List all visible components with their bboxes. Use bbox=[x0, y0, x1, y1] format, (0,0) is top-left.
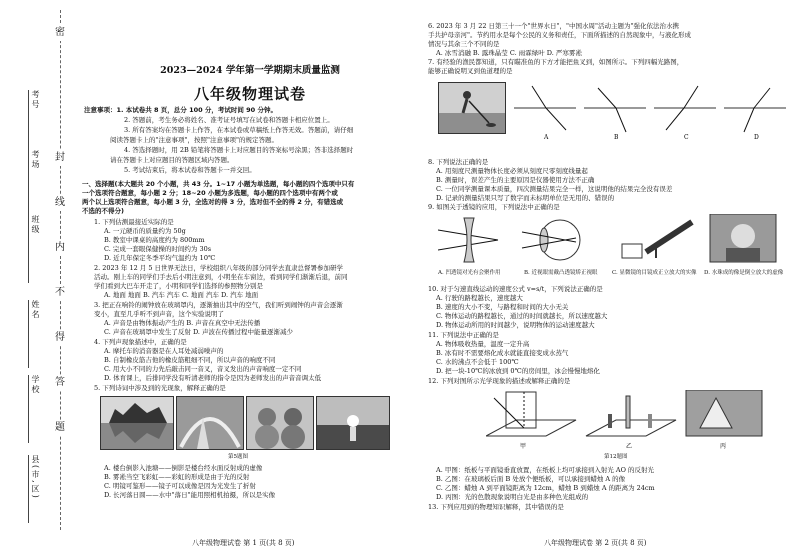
figure-caption: 第5题图 bbox=[228, 454, 248, 460]
note-line: 阅读答题卡上的"注意事项"，按照"注意事项"的规定答题。 bbox=[110, 136, 278, 144]
section-line: 不选的不得分) bbox=[82, 207, 124, 215]
option-line: A. 用刻度尺测量物体长度必须从刻度尺零刻度线量起 bbox=[436, 167, 588, 175]
option-line: C. 完成一套眼保健操的时间约为 30s bbox=[104, 245, 212, 253]
page-2 bbox=[426, 0, 788, 554]
field-line bbox=[28, 90, 29, 158]
seal-char: 密 bbox=[52, 25, 68, 41]
option-line: D. 近几年保定冬季平均气温约为 10℃ bbox=[104, 254, 216, 262]
seal-char: 不 bbox=[52, 285, 68, 301]
figure-caption: C. 显微镜的目镜成正立放大的实像 bbox=[612, 270, 697, 276]
rainbow-fountain-photo bbox=[176, 396, 244, 450]
option-line: A. 冰雪消融 B. 露珠晶莹 C. 雨霖绿叶 D. 严寒雾凇 bbox=[436, 49, 582, 57]
seal-char: 答 bbox=[52, 375, 68, 391]
option-line: D. 体育课上，后排同学没有听清老师的指令是因为老师发出的声音音调太低 bbox=[104, 374, 322, 382]
field-line bbox=[28, 150, 29, 218]
field-name[interactable] bbox=[4, 300, 54, 370]
option-line: B. 速度的大小不变，与路程和时间的大小无关 bbox=[436, 303, 569, 311]
field-label: 县(市,区) bbox=[31, 455, 40, 500]
question-line: 活动。刚上车的同学们手去后小明注意到，小明坐在车窗边，看到同学们渐渐后退，前同 bbox=[94, 273, 348, 281]
note-line: 3. 所有答案均在答题卡上作答，在本试卷或草稿纸上作答无效。答题前，请仔细 bbox=[124, 126, 354, 134]
binding-margin bbox=[0, 0, 78, 554]
light-path-a bbox=[514, 86, 576, 140]
seal-line bbox=[60, 10, 61, 530]
diagram-label: B bbox=[614, 134, 619, 140]
option-line: B. 乙图：在玻璃板后面 B 处放个便纸板，可以承接到蜡烛 A 的像 bbox=[436, 475, 626, 483]
sunset-river-photo bbox=[316, 396, 390, 450]
option-line: C. 声音在玻璃罩中发生了反射 D. 声波在传播过程中能量逐渐减少 bbox=[104, 328, 294, 336]
page-footer: 八年级物理试卷 第 1 页(共 8 页) bbox=[192, 539, 295, 547]
question-line: 能够正确说明叉到鱼道理的是 bbox=[428, 67, 513, 75]
question-line: 9. 如图关于透镜的应用，下列说法中正确的是 bbox=[428, 203, 560, 211]
field-label: 姓名 bbox=[31, 300, 40, 320]
option-line: A. 物体吸收热量，温度一定升高 bbox=[436, 340, 530, 348]
option-line: D. 记录的测量结果只写了数字而未标明单位是无用的、错误的 bbox=[436, 194, 615, 202]
figure-caption: D. 水珠成的像是倒立放大的虚像 bbox=[704, 270, 784, 276]
option-line: A. 一元硬币的质量约为 50g bbox=[104, 227, 186, 235]
seal-char: 题 bbox=[52, 420, 68, 436]
field-line bbox=[28, 375, 29, 443]
option-line: C. 乙图：蜡烛 A 到平面镜距离为 12cm，蜡烛 B 到蜡烛 A 的距离为 24cm bbox=[436, 484, 655, 492]
option-line: B. 冰有时不需要熔化成水就能直接变成水蒸气 bbox=[436, 349, 569, 357]
field-line bbox=[28, 300, 29, 368]
option-line: A. 地面 地面 B. 汽车 汽车 C. 地面 汽车 D. 汽车 地面 bbox=[104, 291, 259, 299]
question-line: 4. 下列声现象描述中，正确的是 bbox=[94, 338, 187, 346]
question-line: 学们看到大巴车开走了，小明和同学们选择的参照物分别是 bbox=[94, 282, 263, 290]
mirror-monkey-photo bbox=[246, 396, 314, 450]
question-line: 11. 下列说法中正确的是 bbox=[428, 331, 499, 339]
field-class[interactable] bbox=[4, 215, 54, 285]
diagram-label: A bbox=[544, 134, 549, 140]
question-line: 12. 下列对图所示光学现象的描述或解释正确的是 bbox=[428, 377, 571, 385]
question-line: 7. 有经验的渔民都知道，只有瞄准鱼的下方才能把鱼叉到，如图所示。下列四幅光路图， bbox=[428, 58, 684, 66]
figure-label: 甲 bbox=[520, 443, 527, 450]
question-line: 2. 2023 年 12 月 5 日世界无法日，学校组织八年级的部分同学去直隶总督署参加研学 bbox=[94, 264, 344, 272]
page-footer: 八年级物理试卷 第 2 页(共 8 页) bbox=[544, 539, 647, 547]
concave-lens-figure bbox=[438, 218, 498, 262]
field-exam-room[interactable] bbox=[4, 150, 54, 220]
question-line: 3. 把正在响铃的闹钟放在玻璃罩内，逐渐抽出其中的空气，我们听到闹钟的声音会逐渐 bbox=[94, 301, 343, 309]
option-line: B. 教室中课桌的高度约为 800mm bbox=[104, 236, 205, 244]
sunset-photo-svg bbox=[317, 397, 389, 449]
section-line: 一、选择题(本大题共 20 个小题，共 43 分。1~17 小题为单选题，每小题的四个选项中只有 bbox=[82, 180, 355, 188]
section-line: 两个以上选项符合题意，每小题 3 分，全选对的得 3 分，选对但不全的得 2 分，有错选或 bbox=[82, 198, 344, 206]
option-line: A. 行驶的路程越长，速度越大 bbox=[436, 294, 523, 302]
figure-label: 丙 bbox=[720, 443, 727, 450]
eye-lens-figure bbox=[522, 220, 580, 260]
option-line: C. 水的沸点不会低于 100℃ bbox=[436, 358, 519, 366]
option-line: C. 用大小不同的力先后敲击同一音叉，音叉发出的声音响度一定不同 bbox=[104, 365, 302, 373]
note-line: 5. 考试结束后，将本试卷和答题卡一并交回。 bbox=[124, 166, 256, 174]
exam-heading: 八年级物理试卷 bbox=[193, 85, 306, 103]
question-line: 13. 下列应用到的物理知识解释，其中错误的是 bbox=[428, 503, 564, 511]
question-line: 5. 下列诗词中涉及到的光现象，解释正确的是 bbox=[94, 384, 226, 392]
note-line: 4. 答选择题时，用 2B 铅笔将答题卡上对应题目的答案标号涂黑；答非选择题时 bbox=[124, 146, 354, 154]
option-line: A. 摩托车的消音器是在人耳处减弱噪声的 bbox=[104, 347, 224, 355]
question-line: 8. 下列说法正确的是 bbox=[428, 158, 489, 166]
light-path-c bbox=[654, 86, 716, 140]
figure-caption: A. 凹透镜对光有会聚作用 bbox=[438, 270, 501, 276]
prism-figure bbox=[686, 390, 762, 450]
field-label: 学校 bbox=[31, 375, 40, 395]
q9-lens-figures bbox=[438, 214, 782, 266]
question-line: 情况与其余三个不同的是 bbox=[428, 40, 500, 48]
option-line: D. 长河落日圆——水中"落日"能用照相机拍摄，所以是实像 bbox=[104, 491, 276, 499]
option-line: B. 雾凇当空飞彩虹——彩虹的形成是由于光的反射 bbox=[104, 473, 250, 481]
field-label: 考场 bbox=[31, 150, 40, 170]
candle-plate-figure bbox=[586, 396, 676, 450]
figure-label: 乙 bbox=[626, 443, 633, 450]
field-line bbox=[28, 215, 29, 283]
pagoda-reflection-photo bbox=[100, 396, 174, 450]
field-label: 班级 bbox=[31, 215, 40, 235]
figure-caption: 第12题图 bbox=[604, 454, 628, 460]
question-line: 10. 对于匀速直线运动的速度公式 v=s/t，下列说法正确的是 bbox=[428, 285, 603, 293]
microscope-figure bbox=[622, 222, 692, 258]
note-line: 注意事项：1. 本试卷共 8 页，总分 100 分，考试时间 90 分钟。 bbox=[84, 106, 277, 114]
fisherman-photo bbox=[438, 82, 506, 134]
exam-title: 2023—2024 学年第一学期期末质量监测 bbox=[160, 65, 340, 76]
seal-char: 封 bbox=[52, 150, 68, 166]
diagram-label: C bbox=[684, 134, 689, 140]
section-line: 一个选项符合题意，每小题 2 分；18~20 小题为多选题，每小题的四个选项中有两个或 bbox=[82, 189, 338, 197]
pagoda-photo-svg bbox=[101, 397, 173, 449]
water-drop-figure bbox=[710, 214, 776, 262]
diagram-label: D bbox=[754, 134, 759, 140]
seal-char: 线 bbox=[52, 195, 68, 211]
question-line: 1. 下列估测最接近实际的是 bbox=[94, 218, 174, 226]
field-line bbox=[28, 455, 29, 523]
question-line: 变小，直至几乎听不到声音，这个实验说明了 bbox=[94, 310, 224, 318]
option-line: B. 自制橡皮筋吉他的橡皮筋粗细不同，所以声音的响度不同 bbox=[104, 356, 276, 364]
mirror-experiment-figure bbox=[486, 392, 576, 450]
option-line: C. 物体运动的路程越长，通过的时间就越长，所以速度越大 bbox=[436, 312, 608, 320]
q7-light-path-diagrams bbox=[514, 82, 786, 140]
question-line: 手共护母亲河"。节约用水是每个公民的义务和责任，下面所描述的自然现象中，与液化形成 bbox=[428, 31, 691, 39]
page-1 bbox=[80, 0, 422, 554]
option-line: A. 声音是由物体振动产生的 B. 声音在真空中无法传播 bbox=[104, 319, 261, 327]
option-line: A. 甲图：纸板与平面镜垂直放置，在纸板上均可承接到入射光 AO 的反射光 bbox=[436, 466, 654, 474]
field-county[interactable] bbox=[4, 455, 54, 525]
option-line: C. 一位同学测量课本质量，四次测量结果完全一样，这说明他的结果完全没有误差 bbox=[436, 185, 673, 193]
field-school[interactable] bbox=[4, 375, 54, 445]
note-line: 2. 答题前，考生务必将姓名、准考证号填写在试卷和答题卡相应位置上。 bbox=[124, 116, 334, 124]
seal-char: 得 bbox=[52, 330, 68, 346]
monkey-photo-svg bbox=[247, 397, 313, 449]
note-line: 请在答题卡上对应题目的答题区域内答题。 bbox=[110, 156, 234, 164]
figure-caption: B. 近视眼需戴凸透镜矫正视眼 bbox=[524, 270, 598, 276]
option-line: D. 把一块-10℃的冰放到 0℃的房间里，冰会慢慢地熔化 bbox=[436, 367, 600, 375]
light-path-b bbox=[584, 88, 646, 140]
rainbow-photo-svg bbox=[177, 397, 243, 449]
option-line: D. 丙图：光的色散现象说明白光是由多种色光组成的 bbox=[436, 493, 589, 501]
light-path-d bbox=[724, 88, 786, 140]
option-line: A. 楼台倒影入池塘——倒影是楼台经水面反射成的虚像 bbox=[104, 464, 263, 472]
option-line: C. 明镜可鉴形——镜子可以成像是因为光发生了折射 bbox=[104, 482, 256, 490]
seal-char: 内 bbox=[52, 240, 68, 256]
question-line: 6. 2023 年 3 月 22 日第三十一个"世界水日"，"中国水周"活动主题为"强化依法治水携 bbox=[428, 22, 679, 30]
field-label: 考号 bbox=[31, 90, 40, 110]
fisherman-svg bbox=[439, 83, 505, 133]
option-line: D. 物体运动所用的时间越少，说明物体的运动速度越大 bbox=[436, 321, 595, 329]
option-line: B. 测量时，误差产生的主要原因是仪器使用方法不正确 bbox=[436, 176, 595, 184]
q12-optics-figures bbox=[486, 390, 766, 450]
